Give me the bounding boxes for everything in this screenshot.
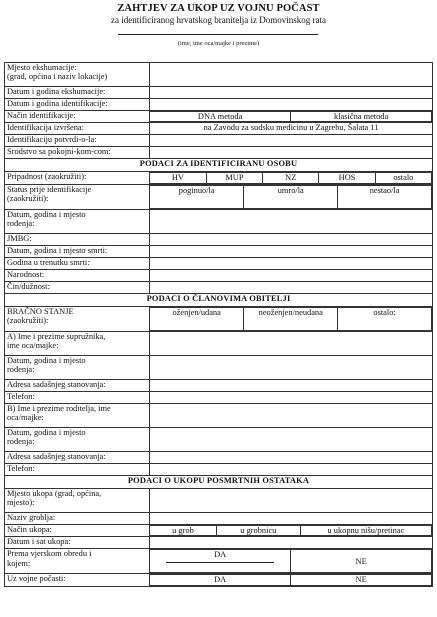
bracno-option-neozenjen[interactable]: neoženjen/neudana xyxy=(244,307,338,330)
a-adresa-field[interactable] xyxy=(150,379,433,391)
cin-label: Čin/dužnost: xyxy=(5,281,150,293)
bracno-stanje-sublabel: (zaokružiti): xyxy=(7,316,49,326)
b-ime-field[interactable] xyxy=(150,403,433,427)
b-telefon-label: Telefon: xyxy=(5,463,150,475)
mjesto-ekshumacije-field[interactable] xyxy=(150,63,433,87)
a-telefon-field[interactable] xyxy=(150,391,433,403)
datum-rodjenja-sublabel: rođenja: xyxy=(7,219,35,229)
a-ime-field[interactable] xyxy=(150,331,433,355)
status-option-umro[interactable]: umro/la xyxy=(244,185,338,208)
section-heading-clanovi-obitelji: PODACI O ČLANOVIMA OBITELJI xyxy=(5,293,433,306)
mjesto-ekshumacije-label: Mjesto ekshumacije: xyxy=(7,63,77,72)
naziv-groblja-field[interactable] xyxy=(150,512,433,524)
pripadnost-label: Pripadnost (zaokružiti): xyxy=(5,172,150,184)
status-label: Status prije identifikacije xyxy=(7,184,92,194)
nacin-option-grob[interactable]: u grob xyxy=(150,525,216,535)
klasicna-metoda-option[interactable]: klasična metoda xyxy=(291,112,432,122)
datum-rodjenja-label: Datum, godina i mjesto xyxy=(7,209,86,219)
a-datum-field[interactable] xyxy=(150,355,433,379)
identifikacija-izvrsena-label: Identifikacija izvršena: xyxy=(5,123,150,135)
obred-ne-option[interactable]: NE xyxy=(291,550,432,573)
pocasti-da-option[interactable]: DA xyxy=(150,575,291,585)
a-adresa-label: Adresa sadašnjeg stanovanja: xyxy=(5,379,150,391)
pocasti-ne-option[interactable]: NE xyxy=(291,575,432,585)
datum-ukopa-field[interactable] xyxy=(150,537,433,549)
naziv-groblja-label: Naziv groblja: xyxy=(5,512,150,524)
obred-line[interactable] xyxy=(166,562,274,563)
form-subtitle: za identificiranog hrvatskog branitelja iz Domovinskog rata xyxy=(111,15,326,25)
b-ime-label: B) Ime i prezime roditelja, ime xyxy=(7,403,111,413)
b-datum-field[interactable] xyxy=(150,427,433,451)
pripadnost-option-mup[interactable]: MUP xyxy=(206,173,262,183)
obred-label: Prema vjerskom obredu i xyxy=(7,549,92,559)
nacin-ukopa-label: Način ukopa: xyxy=(5,524,150,536)
section-heading-ukop: PODACI O UKOPU POSMRTNIH OSTATAKA xyxy=(5,475,433,488)
a-telefon-label: Telefon: xyxy=(5,391,150,403)
mjesto-ukopa-label: Mjesto ukopa (grad, općina, xyxy=(7,488,102,498)
section-heading-identificirana-osoba: PODACI ZA IDENTIFICIRANU OSOBU xyxy=(5,159,433,172)
bracno-stanje-label: BRAČNO STANJE xyxy=(7,306,74,316)
a-ime-sublabel: ime oca/majke: xyxy=(7,341,59,351)
mjesto-ekshumacije-sublabel: (grad, općina i naziv lokacije) xyxy=(7,72,108,82)
nacin-option-nisa[interactable]: u ukopnu nišu/pretinac xyxy=(300,525,431,535)
pripadnost-option-ostalo[interactable]: ostalo xyxy=(375,173,431,183)
dna-metoda-option[interactable]: DNA metoda xyxy=(150,112,291,122)
obred-da-option[interactable]: DA xyxy=(214,550,227,560)
mjesto-ukopa-sublabel: mjesto): xyxy=(7,498,35,508)
obred-da-cell[interactable] xyxy=(150,550,291,573)
status-option-nestao[interactable]: nestao/la xyxy=(338,185,432,208)
identifikaciju-potvrdio-label: Identifikaciju potvrdi-o-la: xyxy=(5,135,150,147)
mjesto-ukopa-field[interactable] xyxy=(150,488,433,512)
datum-ukopa-label: Datum i sat ukopa: xyxy=(5,537,150,549)
b-ime-sublabel: oca/majke: xyxy=(7,413,44,423)
jmbg-field[interactable] xyxy=(150,233,433,245)
pripadnost-option-hv[interactable]: HV xyxy=(150,173,206,183)
a-datum-label: Datum, godina i mjesto xyxy=(7,355,86,365)
jmbg-label: JMBG: xyxy=(5,233,150,245)
srodstvo-label: Srodstvo sa pokojni-kom-com: xyxy=(5,147,150,159)
datum-ekshumacije-field[interactable] xyxy=(150,87,433,99)
cin-field[interactable] xyxy=(150,281,433,293)
status-option-poginuo[interactable]: poginuo/la xyxy=(150,185,244,208)
datum-rodjenja-field[interactable] xyxy=(150,209,433,233)
bracno-option-ozenjen[interactable]: oženjen/udana xyxy=(150,307,244,330)
request-form-table xyxy=(4,62,433,587)
b-adresa-field[interactable] xyxy=(150,451,433,463)
godina-smrti-field[interactable] xyxy=(150,257,433,269)
status-sublabel: (zaokružiti): xyxy=(7,194,49,204)
b-datum-sublabel: rođenja: xyxy=(7,437,35,447)
form-title: ZAHTJEV ZA UKOP UZ VOJNU POČAST xyxy=(117,3,320,14)
nacin-option-grobnica[interactable]: u grobnicu xyxy=(216,525,300,535)
identifikaciju-potvrdio-field[interactable] xyxy=(150,135,433,147)
b-datum-label: Datum, godina i mjesto xyxy=(7,427,86,437)
b-adresa-label: Adresa sadašnjeg stanovanja: xyxy=(5,451,150,463)
srodstvo-field[interactable] xyxy=(150,147,433,159)
godina-smrti-label: Godina u trenutku smrti: xyxy=(5,257,150,269)
datum-smrti-label: Datum, godina i mjesto smrti: xyxy=(5,245,150,257)
zavod-value: na Zavodu za sudsku medicinu u Zagrebu, Šalata 11 xyxy=(150,123,433,135)
datum-identifikacije-field[interactable] xyxy=(150,99,433,111)
pripadnost-option-hos[interactable]: HOS xyxy=(319,173,375,183)
nacin-identifikacije-label: Način identifikacije: xyxy=(5,111,150,123)
name-caption: (ime, ime oca/majke i prezime) xyxy=(177,40,260,47)
datum-ekshumacije-label: Datum i godina ekshumacije: xyxy=(5,87,150,99)
datum-smrti-field[interactable] xyxy=(150,245,433,257)
name-line[interactable] xyxy=(118,34,318,35)
b-telefon-field[interactable] xyxy=(150,463,433,475)
pocasti-label: Uz vojne počasti: xyxy=(5,574,150,586)
row-mjesto-ekshumacije xyxy=(5,63,433,87)
narodnost-label: Narodnost: xyxy=(5,269,150,281)
obred-sublabel: kojem: xyxy=(7,558,31,568)
a-ime-label: A) Ime i prezime supružnika, xyxy=(7,331,106,341)
narodnost-field[interactable] xyxy=(150,269,433,281)
a-datum-sublabel: rođenja: xyxy=(7,365,35,375)
pripadnost-option-nz[interactable]: NZ xyxy=(263,173,319,183)
bracno-option-ostalo[interactable]: ostalo: xyxy=(338,307,432,330)
datum-identifikacije-label: Datum i godina identifikacije: xyxy=(5,99,150,111)
